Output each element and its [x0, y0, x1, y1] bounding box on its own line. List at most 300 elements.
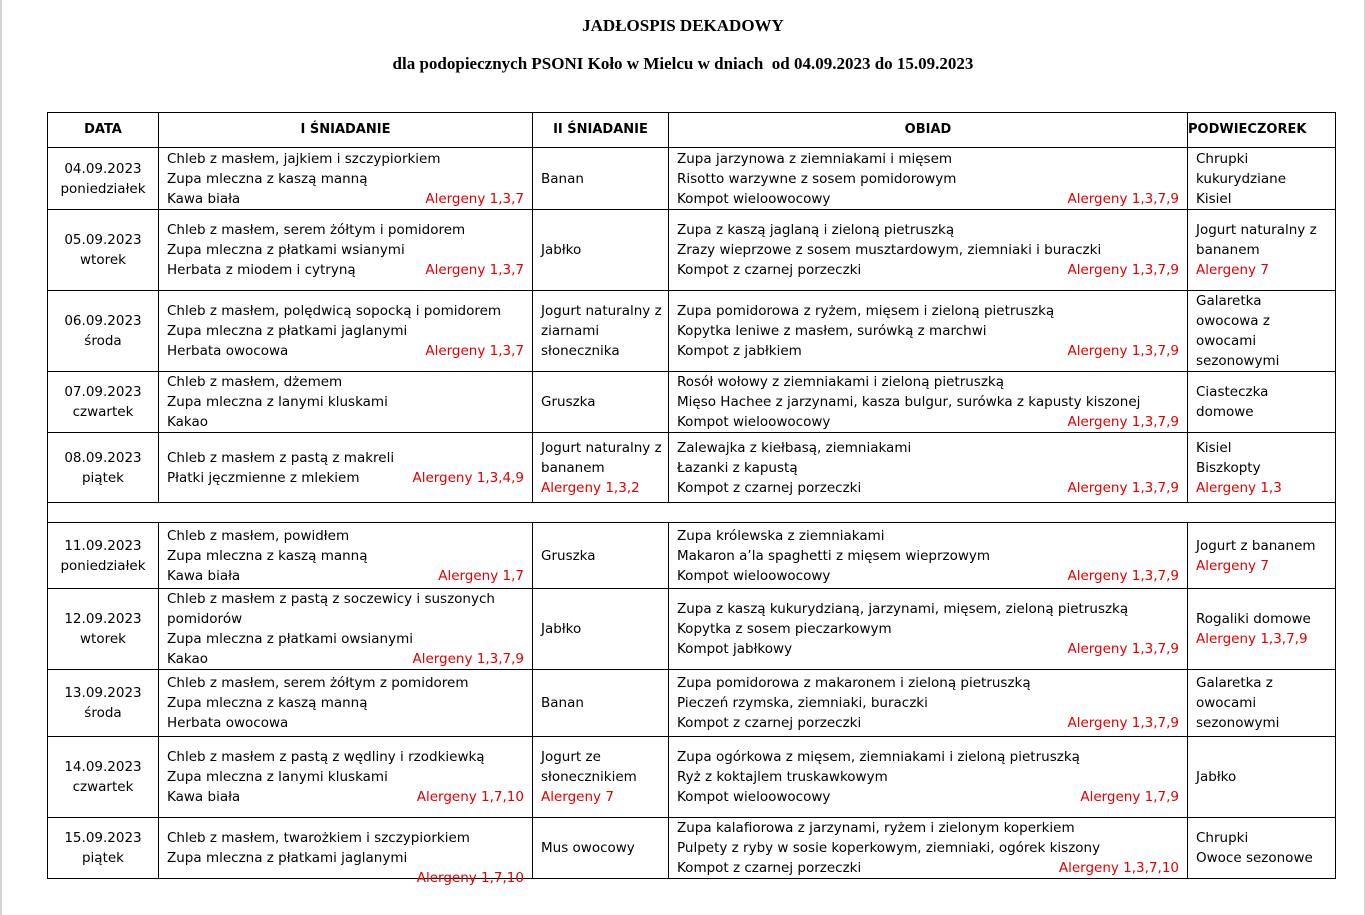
breakfast-1-item-text: Chleb z masłem, dżemem: [167, 374, 343, 390]
breakfast-1-item: [167, 747, 524, 767]
weekday-value: czwartek: [72, 404, 134, 420]
lunch-item: [677, 673, 1179, 693]
breakfast-2-item: [541, 341, 660, 361]
table-row: [48, 148, 1336, 210]
header-snack: PODWIECZOREK: [1188, 113, 1336, 148]
breakfast-1-item: [167, 189, 524, 209]
date-cell: [48, 291, 159, 372]
lunch-item: [677, 260, 1179, 280]
lunch-cell: [669, 670, 1188, 737]
breakfast-2-item-text: Gruszka: [541, 394, 596, 410]
breakfast-1-item: [167, 609, 524, 629]
breakfast-1-item-text: Chleb z masłem, powidłem: [167, 527, 350, 544]
breakfast-2-item: [541, 546, 660, 566]
snack-item-text: Biszkopty: [1196, 459, 1261, 476]
snack-item: [1196, 331, 1327, 351]
breakfast-2-item: [541, 619, 660, 639]
lunch-item-text: Zrazy wieprzowe z sosem musztardowym, ziemniaki i buraczki: [677, 242, 1102, 258]
breakfast-1-allergens: Alergeny 1,7,10: [416, 870, 524, 886]
breakfast-1-cell: [159, 737, 533, 818]
lunch-cell: [669, 589, 1188, 670]
table-row: [48, 737, 1336, 818]
breakfast-1-item: [167, 566, 524, 586]
lunch-item-text: Kompot jabłkowy: [677, 641, 793, 657]
breakfast-1-allergens: Alergeny 1,3,7: [425, 343, 524, 359]
lunch-item-text: Kopytka leniwe z masłem, surówką z marchwi: [677, 323, 987, 339]
snack-item: [1196, 291, 1327, 311]
lunch-item: [677, 693, 1179, 713]
breakfast-1-allergens: Alergeny 1,3,7,9: [412, 651, 524, 667]
breakfast-2-item: [541, 169, 660, 189]
snack-cell: [1188, 291, 1336, 372]
snack-item-text: Rogaliki domowe: [1196, 611, 1311, 627]
breakfast-2-item-text: Banan: [541, 170, 584, 187]
breakfast-1-cell: [159, 210, 533, 291]
breakfast-2-item-text: słonecznika: [541, 343, 620, 359]
breakfast-2-item: [541, 392, 660, 412]
lunch-item: [677, 301, 1179, 321]
weekday-value: wtorek: [80, 252, 126, 268]
snack-cell: [1188, 210, 1336, 291]
header-breakfast-2: II ŚNIADANIE: [533, 113, 669, 148]
breakfast-1-item-text: Kawa biała: [167, 190, 241, 207]
date-value: 11.09.2023: [64, 537, 142, 554]
breakfast-1-item: [167, 341, 524, 361]
breakfast-2-item-text: bananem: [541, 459, 605, 476]
breakfast-1-item: [167, 468, 524, 488]
lunch-item-text: Zupa pomidorowa z makaronem i zieloną pietruszką: [677, 675, 1031, 691]
snack-item: [1196, 458, 1327, 478]
lunch-item-text: Ryż z koktajlem truskawkowym: [677, 769, 888, 785]
snack-cell: [1188, 372, 1336, 433]
weekday-value: czwartek: [72, 779, 134, 795]
table-header-row: [48, 113, 1336, 148]
snack-item: [1196, 848, 1327, 868]
snack-item-text: sezonowymi: [1196, 715, 1280, 731]
snack-cell: [1188, 737, 1336, 818]
lunch-item-text: Zupa jarzynowa z ziemniakami i mięsem: [677, 150, 953, 167]
breakfast-2-cell: [533, 523, 669, 589]
table-row: [48, 523, 1336, 589]
lunch-cell: [669, 523, 1188, 589]
lunch-allergens: Alergeny 1,3,7,9: [1067, 479, 1179, 496]
breakfast-2-item-text: ziarnami: [541, 323, 600, 339]
breakfast-2-item-text: Gruszka: [541, 547, 596, 564]
snack-item-text: Kisiel: [1196, 439, 1232, 456]
breakfast-1-item: [167, 448, 524, 468]
lunch-item: [677, 639, 1179, 659]
breakfast-2-cell: [533, 372, 669, 433]
document-subtitle: dla podopiecznych PSONI Koło w Mielcu w dniach od 04.09.2023 do 15.09.2023: [392, 54, 974, 73]
snack-cell: [1188, 670, 1336, 737]
breakfast-1-item: [167, 372, 524, 392]
week-separator-row: [48, 503, 1336, 523]
weekday-value: piątek: [81, 850, 124, 866]
lunch-item: [677, 838, 1179, 858]
breakfast-1-cell: [159, 670, 533, 737]
date-cell: [48, 818, 159, 879]
breakfast-1-item-text: Kakao: [167, 414, 209, 430]
snack-item-text: domowe: [1196, 404, 1254, 420]
lunch-cell: [669, 372, 1188, 433]
breakfast-2-item-text: Jabłko: [541, 621, 582, 637]
date-value: 13.09.2023: [64, 685, 142, 701]
breakfast-1-item: [167, 649, 524, 669]
breakfast-1-cell: [159, 291, 533, 372]
breakfast-2-cell: [533, 210, 669, 291]
weekday-value: poniedziałek: [60, 180, 146, 197]
breakfast-1-item-text: Zupa mleczna z płatkami jaglanymi: [167, 850, 408, 866]
breakfast-1-item-text: Zupa mleczna z płatkami jaglanymi: [167, 323, 408, 339]
lunch-item: [677, 858, 1179, 878]
snack-item: [1196, 609, 1327, 629]
snack-item: [1196, 438, 1327, 458]
table-row: [48, 589, 1336, 670]
lunch-allergens: Alergeny 1,3,7,10: [1058, 860, 1179, 876]
lunch-allergens: Alergeny 1,3,7,9: [1067, 190, 1179, 207]
menu-table: [47, 112, 1336, 886]
breakfast-1-item-text: Chleb z masłem, polędwicą sopocką i pomidorem: [167, 303, 502, 319]
date-cell: [48, 433, 159, 503]
lunch-item-text: Kompot wieloowocowy: [677, 789, 831, 805]
lunch-item-text: Zupa kalafiorowa z jarzynami, ryżem i zielonym koperkiem: [677, 820, 1075, 836]
breakfast-2-item-text: Jabłko: [541, 242, 582, 258]
snack-cell: [1188, 818, 1336, 879]
lunch-item-text: Kompot wieloowocowy: [677, 190, 831, 207]
breakfast-1-item-text: Chleb z masłem, serem żółtym i pomidorem: [167, 222, 466, 238]
date-cell: [48, 148, 159, 210]
breakfast-1-item-text: Chleb z masłem z pastą z makreli: [167, 449, 395, 466]
breakfast-1-cell: [159, 589, 533, 670]
snack-item-text: Galaretka z: [1196, 675, 1273, 691]
breakfast-2-cell: [533, 433, 669, 503]
breakfast-1-item: [167, 220, 524, 240]
snack-allergens: Alergeny 1,3,7,9: [1196, 631, 1308, 647]
snack-item: [1196, 536, 1327, 556]
lunch-cell: [669, 737, 1188, 818]
breakfast-1-item: [167, 321, 524, 341]
snack-item-text: kukurydziane: [1196, 170, 1286, 187]
breakfast-1-item-text: Chleb z masłem, jajkiem i szczypiorkiem: [167, 150, 441, 167]
breakfast-1-item: [167, 149, 524, 169]
lunch-item: [677, 478, 1179, 498]
lunch-cell: [669, 291, 1188, 372]
breakfast-2-item: [541, 301, 660, 321]
date-cell: [48, 670, 159, 737]
snack-cell: [1188, 523, 1336, 589]
date-value: 15.09.2023: [64, 830, 142, 846]
snack-item-text: Galaretka: [1196, 293, 1262, 309]
lunch-allergens: Alergeny 1,3,7,9: [1067, 641, 1179, 657]
lunch-cell: [669, 210, 1188, 291]
breakfast-1-item: [167, 546, 524, 566]
lunch-item-text: Kompot z czarnej porzeczki: [677, 860, 862, 876]
lunch-item-text: Pulpety z ryby w sosie koperkowym, ziemniaki, ogórek kiszony: [677, 840, 1101, 856]
lunch-item-text: Rosół wołowy z ziemniakami i zieloną pietruszką: [677, 374, 1005, 390]
snack-item-text: owocowa z: [1196, 313, 1270, 329]
date-value: 07.09.2023: [64, 384, 142, 400]
weekday-value: środa: [84, 333, 122, 349]
breakfast-1-item-text: Chleb z masłem, serem żółtym z pomidorem: [167, 675, 469, 691]
breakfast-1-item-text: Płatki jęczmienne z mlekiem: [167, 469, 360, 486]
snack-item-text: Kisiel: [1196, 190, 1232, 207]
lunch-item-text: Zalewajka z kiełbasą, ziemniakami: [677, 439, 912, 456]
breakfast-1-item-text: Herbata z miodem i cytryną: [167, 262, 356, 278]
lunch-item-text: Kompot z jabłkiem: [677, 343, 802, 359]
weekday-value: poniedziałek: [60, 557, 146, 574]
lunch-item: [677, 526, 1179, 546]
date-cell: [48, 737, 159, 818]
breakfast-2-cell: [533, 818, 669, 879]
breakfast-2-item: [541, 767, 660, 787]
lunch-item-text: Mięso Hachee z jarzynami, kasza bulgur, surówka z kapusty kiszonej: [677, 394, 1141, 410]
snack-item-text: owocami: [1196, 695, 1257, 711]
lunch-item: [677, 546, 1179, 566]
table-row: [48, 818, 1336, 879]
lunch-item: [677, 189, 1179, 209]
snack-item-text: Ciasteczka: [1196, 384, 1269, 400]
breakfast-1-allergens: Alergeny 1,3,4,9: [412, 469, 524, 486]
breakfast-1-item-text: Zupa mleczna z lanymi kluskami: [167, 769, 388, 785]
lunch-item-text: Łazanki z kapustą: [677, 459, 798, 476]
breakfast-2-allergens: Alergeny 1,3,2: [541, 479, 640, 496]
lunch-item-text: Zupa z kaszą jaglaną i zieloną pietruszką: [677, 222, 955, 238]
breakfast-1-item: [167, 828, 524, 848]
breakfast-1-item-text: Kakao: [167, 651, 209, 667]
lunch-cell: [669, 818, 1188, 879]
snack-item-text: Chrupki: [1196, 830, 1249, 846]
page-left-edge: [0, 0, 2, 915]
breakfast-1-item: [167, 713, 524, 733]
breakfast-1-item-text: Zupa mleczna z kaszą manną: [167, 170, 368, 187]
snack-item: [1196, 311, 1327, 331]
lunch-allergens: Alergeny 1,3,7,9: [1067, 567, 1179, 584]
lunch-item: [677, 747, 1179, 767]
lunch-item-text: Makaron a’la spaghetti z mięsem wieprzowym: [677, 547, 991, 564]
breakfast-2-item: [541, 838, 660, 858]
date-cell: [48, 589, 159, 670]
snack-item: [1196, 189, 1327, 209]
snack-item: [1196, 767, 1327, 787]
table-row: [48, 670, 1336, 737]
breakfast-1-item-text: Chleb z masłem z pastą z wędliny i rzodkiewką: [167, 749, 485, 765]
snack-item: [1196, 149, 1327, 169]
weekday-value: środa: [84, 705, 122, 721]
lunch-item: [677, 321, 1179, 341]
week-separator: [48, 503, 1336, 523]
breakfast-1-item-text: Herbata owocowa: [167, 715, 289, 731]
breakfast-1-item-text: pomidorów: [167, 611, 243, 627]
lunch-item-text: Kompot z czarnej porzeczki: [677, 479, 862, 496]
lunch-item-text: Kompot wieloowocowy: [677, 414, 831, 430]
breakfast-1-item-text: Zupa mleczna z lanymi kluskami: [167, 394, 388, 410]
breakfast-1-item: [167, 392, 524, 412]
breakfast-2-item-text: Banan: [541, 695, 584, 711]
header-lunch: OBIAD: [669, 113, 1188, 148]
lunch-item-text: Kompot z czarnej porzeczki: [677, 715, 862, 731]
breakfast-2-cell: [533, 670, 669, 737]
lunch-allergens: Alergeny 1,7,9: [1080, 789, 1179, 805]
breakfast-1-cell: [159, 523, 533, 589]
breakfast-1-cell: [159, 818, 533, 886]
snack-item: [1196, 713, 1327, 733]
snack-item: [1196, 351, 1327, 371]
lunch-allergens: Alergeny 1,3,7,9: [1067, 343, 1179, 359]
lunch-item: [677, 818, 1179, 838]
lunch-item: [677, 458, 1179, 478]
lunch-item: [677, 787, 1179, 807]
breakfast-2-item: [541, 321, 660, 341]
lunch-cell: [669, 433, 1188, 503]
lunch-item: [677, 713, 1179, 733]
breakfast-2-item-text: Mus owocowy: [541, 840, 635, 856]
breakfast-1-cell: [159, 148, 533, 210]
snack-item: [1196, 240, 1327, 260]
lunch-item: [677, 438, 1179, 458]
lunch-item-text: Zupa z kaszą kukurydzianą, jarzynami, mięsem, zieloną pietruszką: [677, 601, 1129, 617]
lunch-item: [677, 599, 1179, 619]
table-row: [48, 433, 1336, 503]
breakfast-1-item: [167, 589, 524, 609]
snack-item: [1196, 169, 1327, 189]
lunch-item: [677, 220, 1179, 240]
breakfast-1-item: [167, 848, 524, 868]
snack-item-text: Jogurt z bananem: [1196, 537, 1316, 554]
snack-cell: [1188, 589, 1336, 670]
header-date: DATA: [48, 113, 159, 148]
breakfast-2-item-text: słonecznikiem: [541, 769, 637, 785]
snack-allergens: Alergeny 7: [1196, 557, 1269, 574]
breakfast-1-cell: [159, 433, 533, 503]
snack-item-text: Jogurt naturalny z: [1196, 222, 1317, 238]
breakfast-1-item: [167, 260, 524, 280]
date-value: 08.09.2023: [64, 449, 142, 466]
breakfast-1-item-text: Zupa mleczna z kaszą manną: [167, 547, 368, 564]
lunch-allergens: Alergeny 1,3,7,9: [1067, 262, 1179, 278]
breakfast-1-item-text: Herbata owocowa: [167, 343, 289, 359]
breakfast-1-allergens: Alergeny 1,3,7: [425, 262, 524, 278]
breakfast-2-item: [541, 693, 660, 713]
breakfast-1-allergens: Alergeny 1,3,7: [425, 190, 524, 207]
lunch-item: [677, 149, 1179, 169]
breakfast-2-item-text: Jogurt ze: [541, 749, 601, 765]
lunch-item: [677, 392, 1179, 412]
snack-cell: [1188, 433, 1336, 503]
lunch-item: [677, 169, 1179, 189]
breakfast-1-item-text: Zupa mleczna z płatkami wsianymi: [167, 242, 405, 258]
breakfast-1-item: [167, 240, 524, 260]
table-row: [48, 210, 1336, 291]
date-value: 14.09.2023: [64, 759, 142, 775]
snack-item: [1196, 402, 1327, 422]
breakfast-1-item: [167, 787, 524, 807]
breakfast-1-allergens: Alergeny 1,7: [438, 567, 524, 584]
breakfast-1-item: [167, 673, 524, 693]
table-row: [48, 291, 1336, 372]
snack-item-text: sezonowymi: [1196, 353, 1280, 369]
breakfast-1-item-text: Kawa biała: [167, 789, 241, 805]
lunch-item-text: Zupa pomidorowa z ryżem, mięsem i zieloną pietruszką: [677, 303, 1055, 319]
breakfast-1-item: [167, 412, 524, 432]
date-value: 04.09.2023: [64, 160, 142, 177]
lunch-item: [677, 767, 1179, 787]
breakfast-2-item-text: Jogurt naturalny z: [541, 303, 662, 319]
breakfast-1-item: [167, 693, 524, 713]
snack-item-text: bananem: [1196, 242, 1260, 258]
breakfast-2-item: [541, 438, 660, 458]
snack-item: [1196, 828, 1327, 848]
lunch-item-text: Kopytka z sosem pieczarkowym: [677, 621, 892, 637]
date-cell: [48, 372, 159, 433]
snack-item-text: Chrupki: [1196, 150, 1249, 167]
lunch-cell: [669, 148, 1188, 210]
breakfast-1-cell: [159, 372, 533, 433]
date-value: 06.09.2023: [64, 313, 142, 329]
breakfast-1-item: [167, 767, 524, 787]
breakfast-1-item-text: Zupa mleczna z kaszą manną: [167, 695, 368, 711]
lunch-item-text: Pieczeń rzymska, ziemniaki, buraczki: [677, 695, 928, 711]
breakfast-1-item: [167, 301, 524, 321]
snack-allergens: Alergeny 7: [1196, 262, 1269, 278]
snack-cell: [1188, 148, 1336, 210]
snack-item-text: Owoce sezonowe: [1196, 850, 1313, 866]
snack-item: [1196, 693, 1327, 713]
date-value: 12.09.2023: [64, 611, 142, 627]
lunch-item-text: Risotto warzywne z sosem pomidorowym: [677, 170, 957, 187]
breakfast-1-item-text: Chleb z masłem z pastą z soczewicy i suszonych: [167, 591, 495, 607]
breakfast-2-cell: [533, 589, 669, 670]
breakfast-1-item-text: Kawa biała: [167, 567, 241, 584]
breakfast-2-item: [541, 747, 660, 767]
lunch-allergens: Alergeny 1,3,7,9: [1067, 715, 1179, 731]
snack-item: [1196, 220, 1327, 240]
breakfast-2-allergens: Alergeny 7: [541, 789, 614, 805]
document-title: JADŁOSPIS DEKADOWY: [582, 16, 784, 35]
lunch-item-text: Kompot wieloowocowy: [677, 567, 831, 584]
breakfast-2-cell: [533, 737, 669, 818]
breakfast-1-item-text: Chleb z masłem, twarożkiem i szczypiorkiem: [167, 830, 470, 846]
lunch-item: [677, 240, 1179, 260]
date-cell: [48, 523, 159, 589]
weekday-value: wtorek: [80, 631, 126, 647]
breakfast-1-item-text: Zupa mleczna z płatkami owsianymi: [167, 631, 413, 647]
breakfast-1-item: [167, 526, 524, 546]
breakfast-1-item: [167, 169, 524, 189]
lunch-item-text: Zupa królewska z ziemniakami: [677, 527, 885, 544]
snack-item-text: Jabłko: [1196, 769, 1237, 785]
menu-body: [48, 148, 1336, 886]
date-value: 05.09.2023: [64, 232, 142, 248]
snack-item: [1196, 382, 1327, 402]
breakfast-2-cell: [533, 291, 669, 372]
lunch-item-text: Kompot z czarnej porzeczki: [677, 262, 862, 278]
lunch-item: [677, 566, 1179, 586]
breakfast-1-allergens: Alergeny 1,7,10: [416, 789, 524, 805]
lunch-item: [677, 341, 1179, 361]
lunch-item: [677, 619, 1179, 639]
breakfast-2-item: [541, 458, 660, 478]
lunch-allergens: Alergeny 1,3,7,9: [1067, 414, 1179, 430]
snack-item-text: owocami: [1196, 333, 1257, 349]
snack-allergens: Alergeny 1,3: [1196, 479, 1282, 496]
date-cell: [48, 210, 159, 291]
lunch-item: [677, 412, 1179, 432]
header-breakfast-1: I ŚNIADANIE: [159, 113, 533, 148]
lunch-item: [677, 372, 1179, 392]
snack-item: [1196, 673, 1327, 693]
weekday-value: piątek: [81, 469, 124, 486]
breakfast-2-item-text: Jogurt naturalny z: [541, 439, 662, 456]
